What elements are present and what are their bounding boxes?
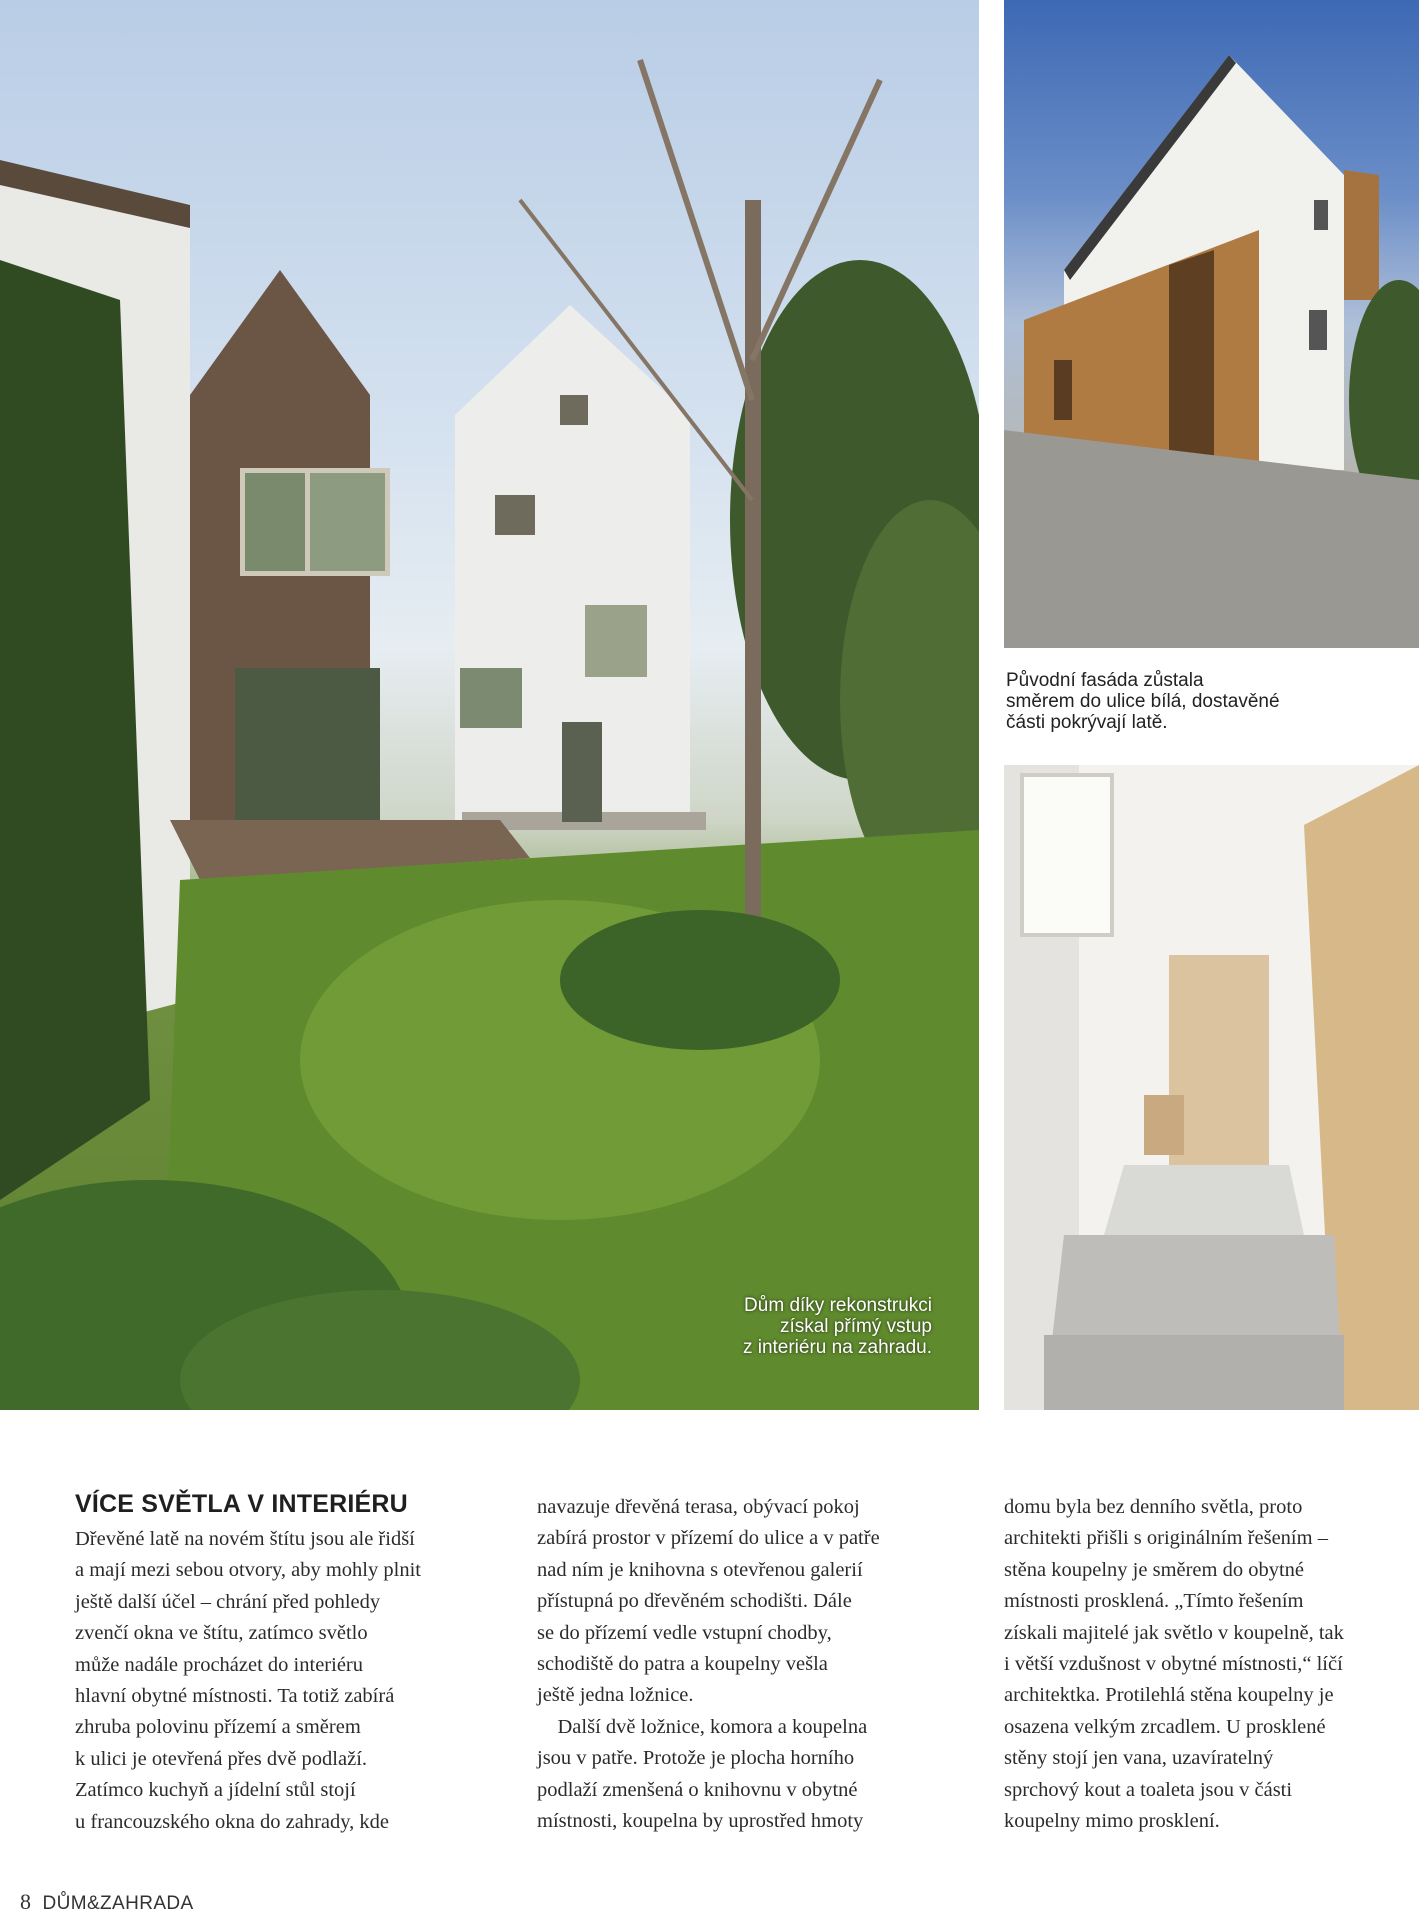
- caption-line: Dům díky rekonstrukci: [744, 1295, 932, 1316]
- text-line: domu byla bez denního světla, proto: [1004, 1496, 1303, 1518]
- article-column-3: [1004, 1492, 1424, 1837]
- caption-line: získal přímý vstup: [779, 1316, 932, 1337]
- text-line: Zatímco kuchyň a jídelní stůl stojí: [75, 1779, 356, 1802]
- text-line: stěny stojí jen vana, uzavíratelný: [1004, 1747, 1274, 1770]
- text-line: architekti přišli s originálním řešením –: [1004, 1527, 1328, 1550]
- caption-line: z interiéru na zahradu.: [742, 1337, 932, 1358]
- text-line: zvenčí okna ve štítu, zatímco světlo: [75, 1622, 368, 1645]
- text-line: se do přízemí vedle vstupní chodby,: [537, 1621, 832, 1644]
- text-line: u francouzského okna do zahrady, kde: [75, 1810, 390, 1833]
- text-line: sprchový kout a toaleta jsou v části: [1004, 1778, 1293, 1801]
- caption-line: části pokrývají latě.: [1006, 712, 1168, 733]
- text-line: navazuje dřevěná terasa, obývací pokoj: [537, 1496, 860, 1518]
- text-line: jsou v patře. Protože je plocha horního: [537, 1747, 855, 1770]
- facade-photo: [1004, 0, 1419, 648]
- text-line: může nadále procházet do interiéru: [75, 1653, 363, 1676]
- text-line: Dřevěné latě na novém štítu jsou ale řidší: [75, 1528, 415, 1550]
- page-footer: [20, 1890, 194, 1914]
- text-line: architektka. Protilehlá stěna koupelny je: [1004, 1684, 1334, 1707]
- text-line: i větší vzdušnost v obytné místnosti,“ líčí: [1004, 1653, 1343, 1676]
- garden-photo-caption: [700, 1295, 932, 1358]
- text-line: Další dvě ložnice, komora a koupelna: [537, 1715, 868, 1738]
- section-heading: VÍCE SVĚTLA V INTERIÉRU: [75, 1490, 408, 1518]
- text-line: koupelny mimo prosklení.: [1004, 1810, 1220, 1833]
- text-line: a mají mezi sebou otvory, aby mohly plnit: [75, 1559, 421, 1582]
- text-line: místnosti, koupelna by uprostřed hmoty: [537, 1810, 864, 1833]
- facade-photo-caption: [1006, 670, 1336, 733]
- text-line: stěna koupelny je směrem do obytné: [1004, 1558, 1305, 1581]
- text-line: zhruba polovinu přízemí a směrem: [75, 1716, 361, 1739]
- text-line: osazena velkým zrcadlem. U prosklené: [1004, 1715, 1326, 1738]
- text-line: získali majitelé jak světlo v koupelně, tak: [1004, 1621, 1344, 1644]
- caption-line: Původní fasáda zůstala: [1006, 670, 1204, 691]
- text-line: ještě jedna ložnice.: [537, 1684, 694, 1707]
- article-column-2: [537, 1492, 957, 1837]
- text-line: zabírá prostor v přízemí do ulice a v patře: [537, 1527, 880, 1550]
- text-line: schodiště do patra a koupelny vešla: [537, 1653, 828, 1676]
- text-line: podlaží zmenšená o knihovnu v obytné: [537, 1778, 858, 1801]
- page-number: 8: [20, 1889, 31, 1914]
- text-line: ještě další účel – chrání před pohledy: [75, 1590, 381, 1613]
- text-line: hlavní obytné místnosti. Ta totiž zabírá: [75, 1685, 395, 1708]
- text-line: místnosti prosklená. „Tímto řešením: [1004, 1590, 1304, 1613]
- magazine-name: DŮM&ZAHRADA: [42, 1893, 194, 1914]
- hallway-photo: [1004, 765, 1419, 1410]
- article-column-1: [75, 1524, 495, 1838]
- text-line: nad ním je knihovna s otevřenou galerií: [537, 1558, 863, 1581]
- text-line: k ulici je otevřená přes dvě podlaží.: [75, 1747, 368, 1770]
- text-line: přístupná po dřevěném schodišti. Dále: [537, 1590, 852, 1613]
- caption-line: směrem do ulice bílá, dostavěné: [1006, 691, 1280, 712]
